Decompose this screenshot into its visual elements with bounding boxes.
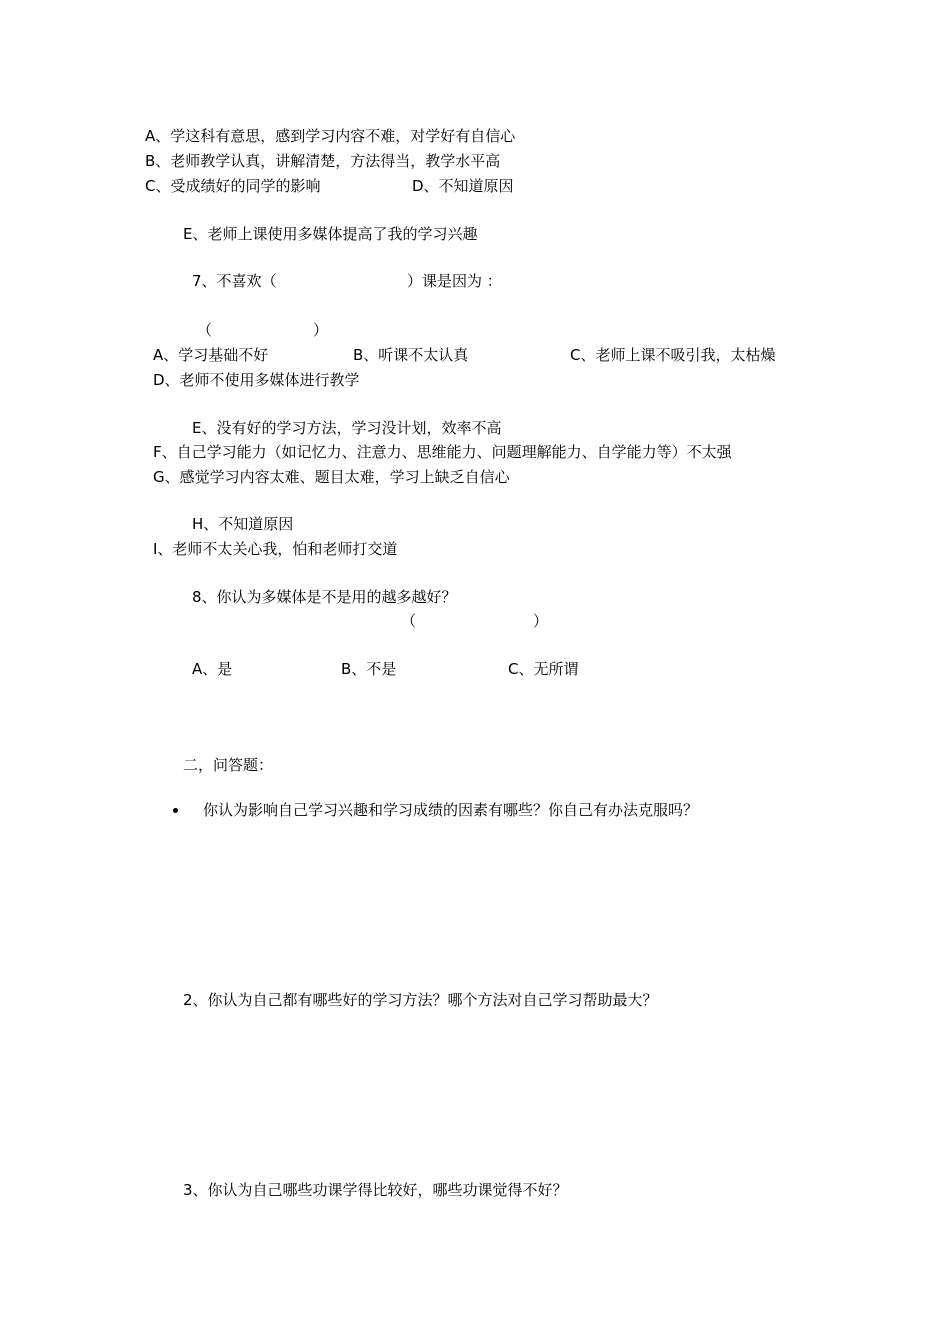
q7-prompt-suffix: ）课是因为 ： — [407, 272, 502, 290]
section2-question-3: 3、你认为自己哪些功课学得比较好，哪些功课觉得不好？ — [183, 1181, 568, 1199]
q7-answer-paren-close: ） — [313, 321, 329, 339]
q8-prompt: 8、你认为多媒体是不是用的越多越好？ — [192, 588, 457, 606]
q7-option-h: H、不知道原因 — [192, 515, 294, 533]
q6-option-e: E、老师上课使用多媒体提高了我的学习兴趣 — [183, 225, 478, 243]
q8-answer-paren-close: ） — [533, 612, 549, 630]
q8-option-b: B、不是 — [341, 660, 397, 678]
q7-answer-paren-open: （ — [197, 321, 213, 339]
q7-option-b: B、听课不太认真 — [353, 346, 469, 364]
q7-option-e: E、没有好的学习方法，学习没计划，效率不高 — [192, 419, 502, 437]
section2-question-1: 你认为影响自己学习兴趣和学习成绩的因素有哪些？你自己有办法克服吗？ — [203, 801, 699, 819]
q6-option-b: B、老师教学认真，讲解清楚，方法得当，教学水平高 — [145, 152, 501, 170]
q7-option-c: C、老师上课不吸引我，太枯燥 — [570, 346, 776, 364]
q7-prompt-prefix: 7、不喜欢（ — [192, 272, 277, 290]
q6-option-c: C、受成绩好的同学的影响 — [145, 177, 321, 195]
section2-question-2: 2、你认为自己都有哪些好的学习方法？哪个方法对自己学习帮助最大？ — [183, 991, 658, 1009]
q8-option-a: A、是 — [192, 660, 233, 678]
bullet-icon — [173, 808, 178, 813]
q8-answer-paren-open: （ — [401, 612, 417, 630]
q7-option-a: A、学习基础不好 — [153, 346, 269, 364]
q7-option-f: F、自己学习能力（如记忆力、注意力、思维能力、问题理解能力、自学能力等）不太强 — [153, 443, 732, 461]
q6-option-d: D、不知道原因 — [412, 177, 514, 195]
q6-option-a: A、学这科有意思，感到学习内容不难，对学好有自信心 — [145, 127, 516, 145]
section2-heading: 二，问答题： — [183, 756, 274, 774]
q7-option-d: D、老师不使用多媒体进行教学 — [153, 371, 360, 389]
q8-option-c: C、无所谓 — [508, 660, 579, 678]
q7-option-g: G、感觉学习内容太难、题目太难，学习上缺乏自信心 — [153, 468, 510, 486]
q7-option-i: I、老师不太关心我，怕和老师打交道 — [153, 540, 398, 558]
